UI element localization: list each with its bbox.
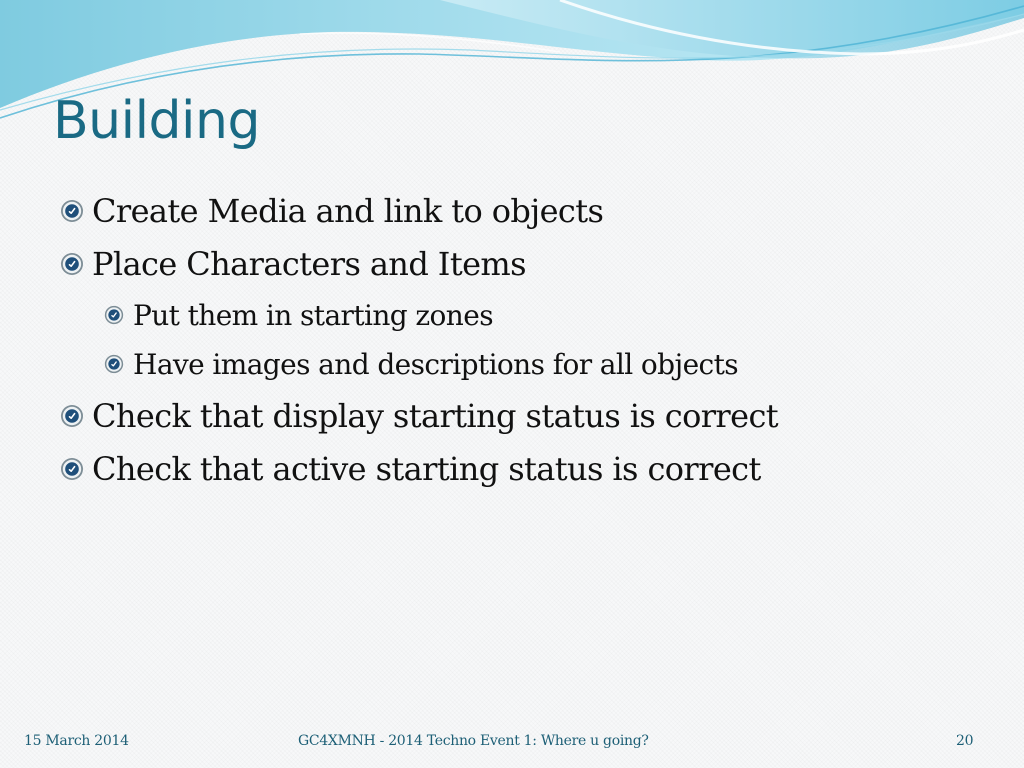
footer-date: 15 March 2014 [24, 733, 129, 749]
bullet-text: Check that display starting status is correct [92, 397, 779, 435]
bullet-item [60, 447, 761, 491]
sub-bullet-item [104, 295, 493, 335]
check-bullet-icon [60, 457, 84, 481]
slide-title: Building [53, 91, 260, 151]
bullet-text: Check that active starting status is correct [92, 450, 761, 488]
bullet-text: Create Media and link to objects [92, 192, 604, 230]
footer-page-number: 20 [956, 733, 974, 749]
footer-event-title: GC4XMNH - 2014 Techno Event 1: Where u going? [298, 733, 649, 749]
check-bullet-icon [104, 305, 124, 325]
sub-bullet-item [104, 344, 738, 384]
bullet-text: Put them in starting zones [133, 298, 493, 332]
check-bullet-icon [104, 354, 124, 374]
check-bullet-icon [60, 199, 84, 223]
bullet-item [60, 242, 526, 286]
bullet-item [60, 189, 603, 233]
bullet-text: Have images and descriptions for all objects [133, 347, 739, 381]
bullet-text: Place Characters and Items [92, 245, 526, 283]
check-bullet-icon [60, 404, 84, 428]
bullet-item [60, 394, 778, 438]
check-bullet-icon [60, 252, 84, 276]
